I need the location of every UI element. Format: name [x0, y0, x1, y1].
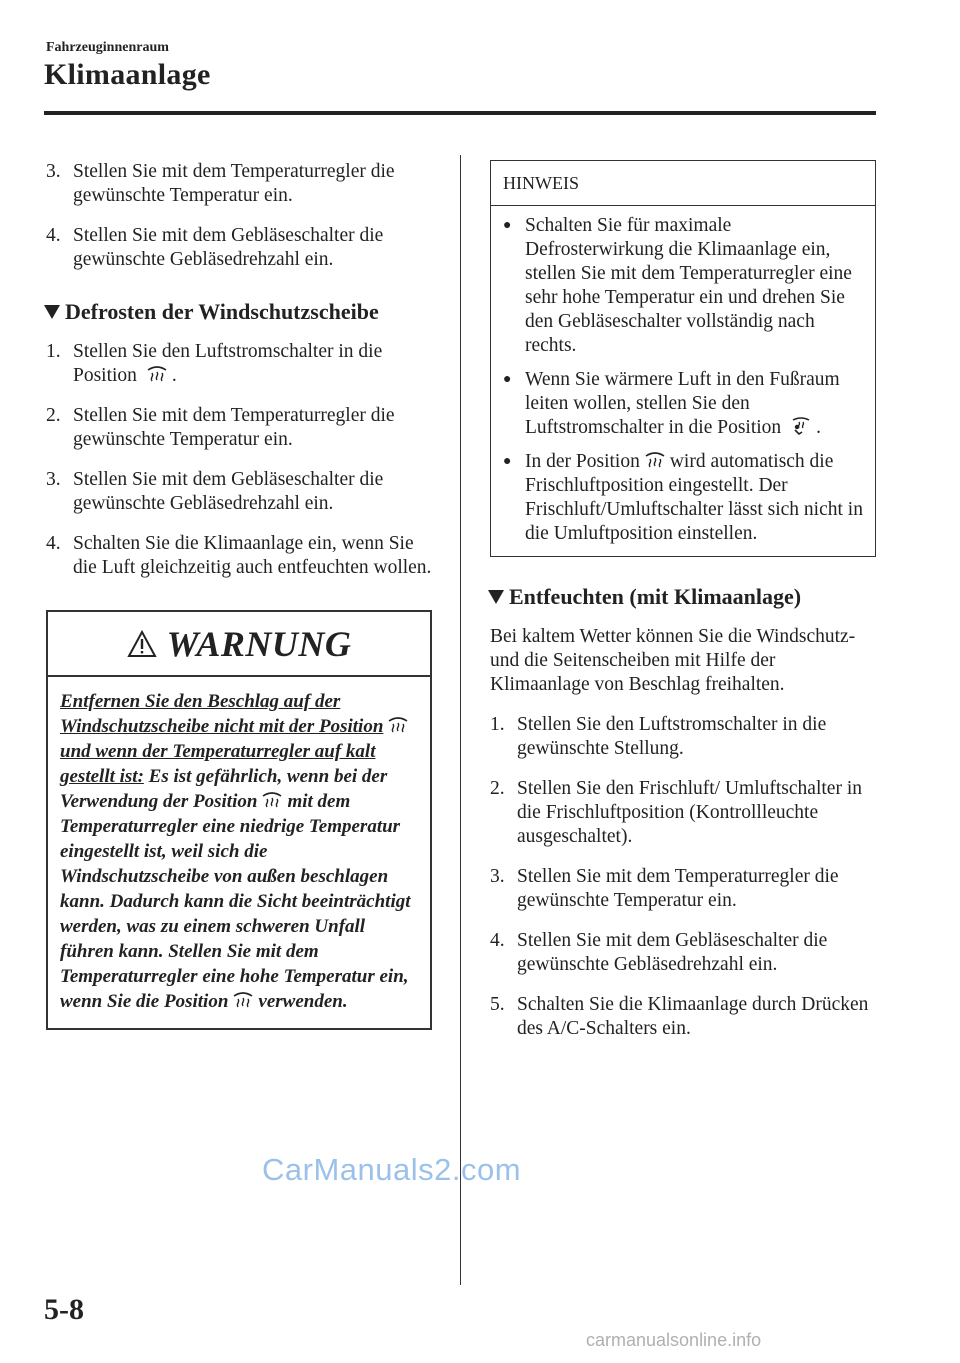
intro-paragraph: Bei kaltem Wetter können Sie die Windschutz- und die Seitenscheiben mit Hilfe der Klimaanlage von Beschlag freihalten. — [490, 626, 856, 695]
page-number: 5-8 — [44, 1293, 84, 1326]
bullet-text-part: In der Position — [525, 451, 640, 472]
step-text: Schalten Sie die Klimaanlage durch Drücken des A/C-Schalters ein. — [517, 994, 869, 1039]
warning-box — [46, 610, 432, 1030]
step-item — [490, 777, 878, 849]
step-text — [73, 340, 438, 388]
warning-text: verwenden. — [258, 991, 348, 1012]
section-label: Fahrzeuginnenraum — [46, 40, 169, 55]
bullet-text — [525, 368, 865, 440]
warning-body — [48, 677, 430, 1028]
step-item — [46, 404, 438, 452]
step-number: 2. — [46, 405, 61, 426]
step-number: 1. — [490, 714, 505, 735]
step-number: 3. — [490, 866, 505, 887]
section-triangle-icon — [44, 305, 60, 319]
warning-underlined-text: und wenn der Temperaturregler auf kalt gestellt ist: — [60, 741, 376, 787]
step-number: 3. — [46, 469, 61, 490]
windshield-defrost-icon — [232, 991, 254, 1009]
step-text: Stellen Sie mit dem Gebläseschalter die gewünschte Gebläsedrehzahl ein. — [73, 225, 384, 270]
watermark-footer: carmanualsonline.info — [586, 1330, 762, 1350]
step-text: Stellen Sie mit dem Gebläseschalter die gewünschte Gebläsedrehzahl ein. — [517, 930, 828, 975]
step-item — [490, 929, 878, 977]
note-body — [491, 206, 875, 556]
step-number: 4. — [490, 930, 505, 951]
step-item — [46, 224, 438, 272]
step-text-part: . — [171, 365, 177, 386]
section-triangle-icon — [488, 590, 504, 604]
windshield-defrost-icon — [644, 451, 666, 469]
note-bullet — [503, 368, 865, 440]
warning-header — [48, 612, 430, 677]
watermark-carmanuals2: CarManuals2.com — [262, 1152, 522, 1187]
bullet-text-part: Wenn Sie wärmere Luft in den Fußraum leiten wollen, stellen Sie den Luftstromschalter in die Position — [525, 369, 840, 438]
bullet-text-part: wird automatisch die Frischluftposition eingestellt. Der Frischluft/Umluftschalter lässt sich nicht in die Umluftposition einstellen. — [525, 451, 863, 544]
column-divider — [460, 155, 461, 1285]
step-text: Stellen Sie den Luftstromschalter in die gewünschte Stellung. — [517, 714, 827, 759]
section-heading-text: Entfeuchten (mit Klimaanlage) — [509, 584, 802, 609]
step-item — [46, 340, 438, 388]
bullet-text: Schalten Sie für maximale Defrosterwirkung die Klimaanlage ein, stellen Sie mit dem Temperaturregler eine sehr hohe Temperatur ein und drehen Sie den Gebläseschalter vollständig nach rechts. — [525, 215, 852, 356]
header-divider — [44, 111, 876, 115]
step-text: Stellen Sie den Frischluft/ Umluftschalter in die Frischluftposition (Kontrollleuchte ausgeschaltet). — [517, 778, 862, 847]
bullet-dot: ● — [503, 454, 512, 469]
step-number: 5. — [490, 994, 505, 1015]
note-bullet — [503, 450, 865, 546]
bullet-text — [525, 450, 865, 546]
step-text: Schalten Sie die Klimaanlage ein, wenn Sie die Luft gleichzeitig auch entfeuchten wollen. — [73, 533, 432, 578]
floor-defrost-icon — [790, 417, 812, 435]
step-text: Stellen Sie mit dem Temperaturregler die gewünschte Temperatur ein. — [73, 161, 395, 206]
warning-triangle-icon — [127, 630, 157, 658]
right-column — [490, 160, 878, 1057]
note-bullet — [503, 214, 865, 358]
step-item — [490, 865, 878, 913]
windshield-defrost-icon — [387, 716, 409, 734]
step-item — [490, 993, 878, 1041]
step-text: Stellen Sie mit dem Temperaturregler die gewünschte Temperatur ein. — [73, 405, 395, 450]
step-number: 4. — [46, 533, 61, 554]
step-number: 1. — [46, 341, 61, 362]
note-box — [490, 160, 876, 557]
step-item — [46, 160, 438, 208]
windshield-defrost-icon — [146, 365, 168, 383]
section-heading-text: Defrosten der Windschutzscheibe — [65, 299, 379, 324]
step-text: Stellen Sie mit dem Temperaturregler die gewünschte Temperatur ein. — [517, 866, 839, 911]
left-column — [46, 160, 438, 1030]
step-number: 3. — [46, 161, 61, 182]
bullet-dot: ● — [503, 372, 512, 387]
step-number: 2. — [490, 778, 505, 799]
warning-underlined-text: Entfernen Sie den Beschlag auf der Windschutzscheibe nicht mit der Position — [60, 691, 384, 737]
page-title: Klimaanlage — [44, 58, 211, 91]
step-text: Stellen Sie mit dem Gebläseschalter die gewünschte Gebläsedrehzahl ein. — [73, 469, 384, 514]
warning-text: mit dem Temperaturregler eine niedrige Temperatur eingestellt ist, weil sich die Windschutzscheibe von außen beschlagen kann. Dadurch kann die Sicht beeinträchtigt werden, was zu einem schweren Unfall führen kann. Stellen Sie mit dem Temperaturregler eine hohe Temperatur ein, wenn Sie die Position — [60, 791, 411, 1012]
note-header: HINWEIS — [491, 161, 875, 206]
step-number: 4. — [46, 225, 61, 246]
step-item — [46, 468, 438, 516]
windshield-defrost-icon — [261, 791, 283, 809]
warning-title: WARNUNG — [166, 623, 352, 664]
bullet-dot: ● — [503, 218, 512, 233]
bullet-text-part: . — [816, 417, 821, 438]
section-heading-dehumidify — [488, 585, 878, 609]
step-item — [46, 532, 438, 580]
section-heading-defrost — [44, 300, 438, 324]
warning-text: Es ist gefährlich, wenn bei der Verwendung der Position — [60, 766, 388, 812]
step-text-part: Stellen Sie den Luftstromschalter in die Position — [73, 341, 383, 386]
step-item — [490, 713, 878, 761]
